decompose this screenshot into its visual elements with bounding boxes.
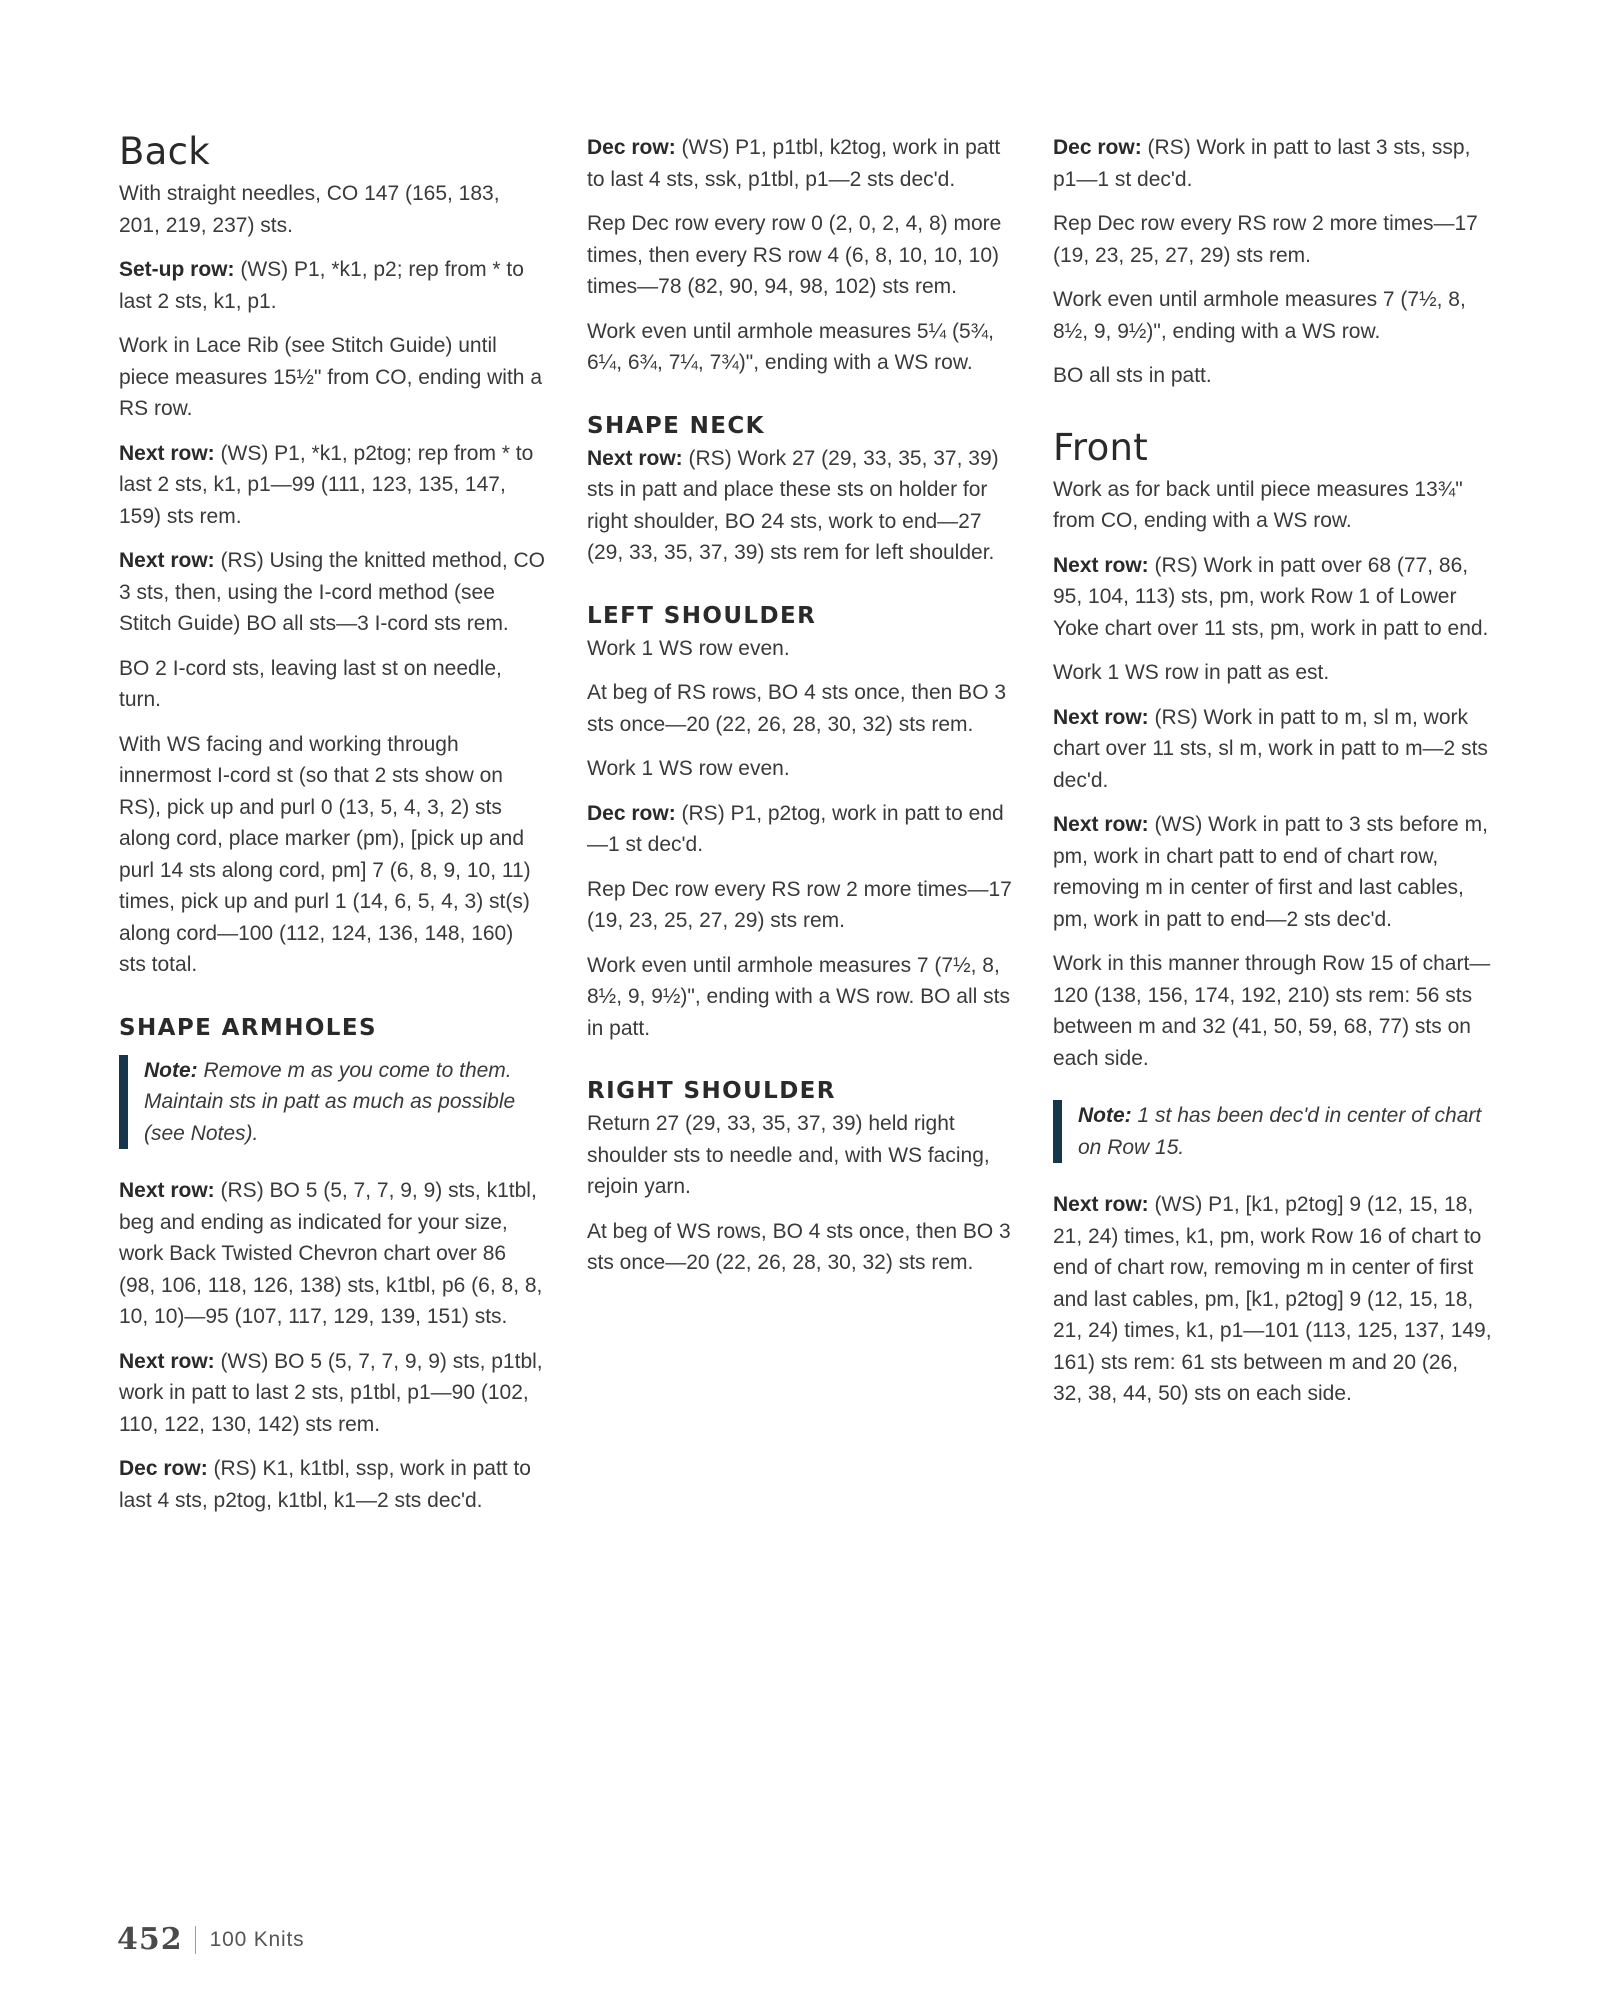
- middle-paragraph-4: Next row: (RS) Work 27 (29, 33, 35, 37, 39) sts in patt and place these sts on holder for right shoulder, BO 24 sts, work to end—27 (29, 33, 35, 37, 39) sts rem for left shoulder.: [587, 446, 999, 564]
- back-paragraph-2: Set-up row: (WS) P1, *k1, p2; rep from * to last 2 sts, k1, p1.: [119, 258, 524, 313]
- middle-paragraph-8: Dec row: (RS) P1, p2tog, work in patt to end—1 st dec'd.: [587, 801, 1004, 856]
- footer-divider: [195, 1926, 196, 1954]
- back-paragraph-8: Next row: (RS) BO 5 (5, 7, 7, 9, 9) sts, k1tbl, beg and ending as indicated for your size, work Back Twisted Chevron chart over 86 (98, 106, 118, 126, 138) sts, k1tbl, p6 (6, 8, 8, 10, 10)—95 (107, 117, 129, 139, 151) sts.: [119, 1179, 543, 1328]
- middle-paragraph-1: Dec row: (WS) P1, p1tbl, k2tog, work in patt to last 4 sts, ssk, p1tbl, p1—2 sts dec'd.: [587, 136, 1001, 191]
- column-back: [119, 132, 545, 1529]
- back-paragraph-4: Next row: (WS) P1, *k1, p2tog; rep from * to last 2 sts, k1, p1—99 (111, 123, 135, 147, 159) sts rem.: [119, 441, 534, 528]
- middle-paragraph-11: Return 27 (29, 33, 35, 37, 39) held right shoulder sts to needle and, with WS facing, rejoin yarn.: [587, 1112, 990, 1198]
- front-paragraph-7: Work 1 WS row in patt as est.: [1053, 661, 1330, 684]
- subheading-left-shoulder: LEFT SHOULDER: [587, 602, 817, 629]
- subheading-right-shoulder: RIGHT SHOULDER: [587, 1078, 836, 1104]
- back-paragraph-9: Next row: (WS) BO 5 (5, 7, 7, 9, 9) sts, p1tbl, work in patt to last 2 sts, p1tbl, p1—90 (102, 110, 122, 130, 142) sts rem.: [119, 1349, 543, 1436]
- page-number: 452: [117, 1922, 183, 1957]
- back-paragraph-3: Work in Lace Rib (see Stitch Guide) until piece measures 15½" from CO, ending with a RS row.: [119, 334, 542, 420]
- middle-paragraph-7: Work 1 WS row even.: [587, 757, 790, 780]
- front-paragraph-4: BO all sts in patt.: [1053, 364, 1212, 387]
- front-paragraph-5: Work as for back until piece measures 13¾" from CO, ending with a WS row.: [1053, 477, 1463, 532]
- subheading-shape-neck: SHAPE NECK: [587, 412, 765, 439]
- book-title: 100 Knits: [209, 1927, 305, 1951]
- middle-paragraph-3: Work even until armhole measures 5¼ (5¾, 6¼, 6¾, 7¼, 7¾)", ending with a WS row.: [587, 319, 994, 374]
- front-paragraph-9: Next row: (WS) Work in patt to 3 sts before m, pm, work in chart patt to end of chart row, removing m in center of first and last cables, pm, work in patt to end—2 sts dec'd.: [1053, 813, 1488, 931]
- middle-paragraph-10: Work even until armhole measures 7 (7½, 8, 8½, 9, 9½)", ending with a WS row. BO all sts in patt.: [587, 953, 1010, 1040]
- front-paragraph-8: Next row: (RS) Work in patt to m, sl m, work chart over 11 sts, sl m, work in patt to m—2 sts dec'd.: [1053, 705, 1488, 792]
- note-armholes: Note: Remove m as you come to them. Maintain sts in patt as much as possible (see Notes).: [119, 1055, 545, 1150]
- middle-paragraph-2: Rep Dec row every row 0 (2, 0, 2, 4, 8) more times, then every RS row 4 (6, 8, 10, 10, 10) times—78 (82, 90, 94, 98, 102) sts rem.: [587, 212, 1002, 298]
- front-paragraph-11: Next row: (WS) P1, [k1, p2tog] 9 (12, 15, 18, 21, 24) times, k1, pm, work Row 16 of chart to end of chart row, removing m in center of first and last cables, pm, [k1, p2tog] 9 (12, 15, 18, 21, 24) times, k1, p1—101 (113, 125, 137, 149, 161) sts rem: 61 sts between m and 20 (26, 32, 38, 44, 50) sts on each side.: [1053, 1193, 1492, 1405]
- subheading-shape-armholes: SHAPE ARMHOLES: [119, 1014, 377, 1041]
- column-middle: [587, 132, 1013, 1292]
- middle-paragraph-9: Rep Dec row every RS row 2 more times—17 (19, 23, 25, 27, 29) sts rem.: [587, 877, 1012, 932]
- front-paragraph-2: Rep Dec row every RS row 2 more times—17 (19, 23, 25, 27, 29) sts rem.: [1053, 212, 1478, 267]
- front-paragraph-3: Work even until armhole measures 7 (7½, 8, 8½, 9, 9½)", ending with a WS row.: [1053, 288, 1466, 343]
- column-front: [1053, 132, 1493, 1423]
- back-paragraph-5: Next row: (RS) Using the knitted method, CO 3 sts, then, using the I-cord method (see Stitch Guide) BO all sts—3 I-cord sts rem.: [119, 549, 545, 635]
- front-paragraph-1: Dec row: (RS) Work in patt to last 3 sts, ssp, p1—1 st dec'd.: [1053, 136, 1471, 191]
- middle-paragraph-6: At beg of RS rows, BO 4 sts once, then BO 3 sts once—20 (22, 26, 28, 30, 32) sts rem.: [587, 681, 1007, 736]
- middle-paragraph-5: Work 1 WS row even.: [587, 636, 790, 660]
- back-paragraph-7: With WS facing and working through innermost I-cord st (so that 2 sts show on RS), pick up and purl 0 (13, 5, 4, 3, 2) sts along cord, place marker (pm), [pick up and purl 14 sts along cord, pm] 7 (6, 8, 9, 10, 11) times, pick up and purl 1 (14, 6, 5, 4, 3) st(s) along cord—100 (112, 124, 136, 148, 160) sts total.: [119, 732, 531, 976]
- back-paragraph-1: With straight needles, CO 147 (165, 183, 201, 219, 237) sts.: [119, 182, 500, 237]
- note-front-chart: Note: 1 st has been dec'd in center of chart on Row 15.: [1053, 1100, 1493, 1163]
- front-paragraph-10: Work in this manner through Row 15 of chart—120 (138, 156, 174, 192, 210) sts rem: 56 sts between m and 32 (41, 50, 59, 68, 77) sts on each side.: [1053, 952, 1491, 1070]
- front-paragraph-6: Next row: (RS) Work in patt over 68 (77, 86, 95, 104, 113) sts, pm, work Row 1 of Lower Yoke chart over 11 sts, pm, work in patt to end.: [1053, 553, 1489, 640]
- back-paragraph-6: BO 2 I-cord sts, leaving last st on needle, turn.: [119, 656, 502, 711]
- middle-paragraph-12: At beg of WS rows, BO 4 sts once, then BO 3 sts once—20 (22, 26, 28, 30, 32) sts rem.: [587, 1219, 1011, 1274]
- page-footer: [117, 1922, 304, 1957]
- back-paragraph-10: Dec row: (RS) K1, k1tbl, ssp, work in patt to last 4 sts, p2tog, k1tbl, k1—2 sts dec'd.: [119, 1457, 531, 1512]
- section-title-back: Back: [119, 130, 211, 173]
- section-title-front: Front: [1053, 425, 1149, 469]
